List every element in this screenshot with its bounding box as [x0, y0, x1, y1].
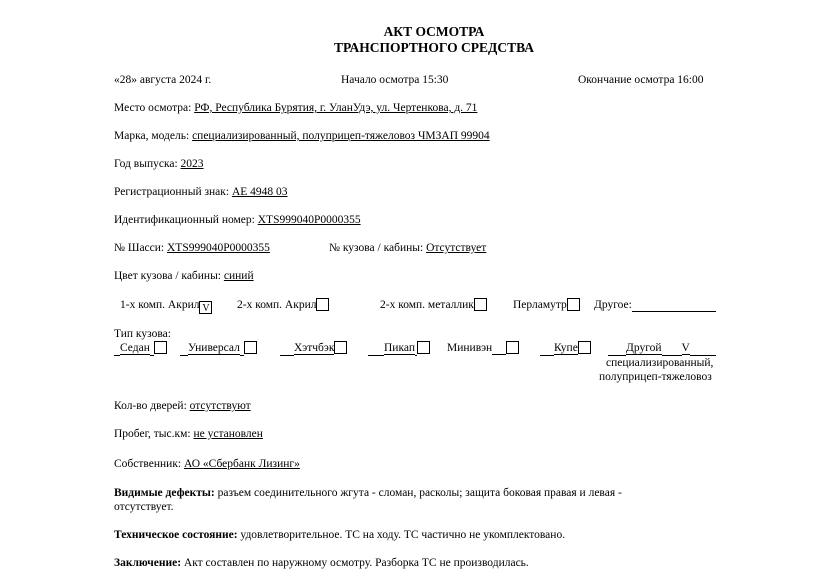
defects-value: разъем соединительного жгута - сломан, расколы; защита боковая правая и левая - отсутствует. — [114, 487, 622, 513]
paint-opt2-label: 2-х комп. Акрил — [237, 299, 317, 311]
universal-checkbox[interactable] — [244, 341, 257, 354]
tech-state-label: Техническое состояние: — [114, 529, 238, 541]
paint-opt3-checkbox[interactable] — [474, 298, 487, 311]
reg-plate-value: АЕ 4948 03 — [231, 186, 288, 198]
paint-opt1-label: 1-х комп. Акрил — [120, 299, 200, 311]
body-type-hatchback — [280, 341, 347, 356]
color-label: Цвет кузова / кабины: — [114, 270, 224, 282]
minivan-checkbox[interactable] — [506, 341, 519, 354]
sedan-label: Седан — [120, 342, 150, 354]
body-number-value: Отсутствует — [426, 242, 487, 254]
coupe-label: Купе — [554, 342, 578, 354]
color-value: синий — [223, 270, 254, 282]
title-line-1: АКТ ОСМОТРА — [383, 24, 485, 39]
paint-other-field[interactable] — [632, 298, 716, 312]
tech-state-value: удовлетворительное. ТС на ходу. ТС частично не укомплектовано. — [237, 529, 566, 541]
pickup-label: Пикап — [384, 342, 415, 354]
year-value: 2023 — [180, 158, 204, 170]
vin-label: Идентификационный номер: — [114, 214, 258, 226]
paint-opt1 — [120, 298, 212, 314]
minivan-label: Минивэн — [447, 342, 493, 354]
conclusion-label: Заключение: — [114, 557, 182, 569]
start-time: Начало осмотра 15:30 — [341, 74, 449, 86]
paint-opt3-label: 2-х комп. металлик — [380, 299, 474, 311]
place-row — [114, 101, 477, 115]
mileage-value: не установлен — [193, 428, 263, 440]
paint-opt1-checkbox[interactable]: V — [199, 301, 212, 314]
other-type-line1: специализированный, — [606, 357, 714, 369]
chassis-value: XTS999040P0000355 — [167, 242, 270, 254]
act-date: «28» августа 2024 г. — [114, 74, 212, 86]
pickup-checkbox[interactable] — [417, 341, 430, 354]
mileage-row — [114, 427, 263, 441]
doors-value: отсутствуют — [189, 400, 251, 412]
paint-opt4 — [513, 298, 580, 312]
body-type-label: Тип кузова: — [114, 328, 171, 340]
paint-opt3 — [380, 298, 487, 312]
place-label: Место осмотра: — [114, 102, 195, 114]
model-value: специализированный, полуприцеп-тяжеловоз ЧМЗАП 99904 — [192, 130, 490, 142]
conclusion-value: Акт составлен по наружному осмотру. Разборка ТС не производилась. — [181, 557, 529, 569]
owner-row — [114, 457, 300, 471]
reg-plate-row — [114, 185, 288, 199]
title-line-2: ТРАНСПОРТНОГО СРЕДСТВА — [333, 40, 534, 55]
other-type-line2: полуприцеп-тяжеловоз — [599, 371, 712, 383]
defects-paragraph — [114, 486, 674, 514]
conclusion-paragraph — [114, 556, 529, 570]
place-value: РФ, Республика Бурятия, г. УланУдэ, ул. Чертенкова, д. 71 — [194, 102, 478, 114]
other-label: Другой — [626, 342, 662, 354]
body-type-universal — [180, 341, 257, 356]
body-type-coupe — [540, 341, 591, 356]
paint-opt2-checkbox[interactable] — [316, 298, 329, 311]
year-label: Год выпуска: — [114, 158, 181, 170]
mileage-label: Пробег, тыс.км: — [114, 428, 194, 440]
paint-other — [594, 298, 716, 312]
owner-label: Собственник: — [114, 458, 184, 470]
paint-opt4-checkbox[interactable] — [567, 298, 580, 311]
tech-state-paragraph — [114, 528, 565, 542]
body-type-sedan — [114, 341, 167, 356]
body-number-label: № кузова / кабины: — [329, 242, 427, 254]
coupe-checkbox[interactable] — [578, 341, 591, 354]
vin-value: XTS999040P0000355 — [257, 214, 361, 226]
hatchback-checkbox[interactable] — [334, 341, 347, 354]
paint-opt2 — [237, 298, 329, 312]
model-label: Марка, модель: — [114, 130, 193, 142]
body-type-pickup — [368, 341, 430, 356]
end-time: Окончание осмотра 16:00 — [578, 74, 704, 86]
doors-label: Кол-во дверей: — [114, 400, 190, 412]
hatchback-label: Хэтчбэк — [294, 342, 335, 354]
vin-row — [114, 213, 361, 227]
sedan-checkbox[interactable] — [154, 341, 167, 354]
doors-row — [114, 399, 251, 413]
other-mark: V — [681, 342, 690, 354]
paint-opt4-label: Перламутр — [513, 299, 567, 311]
body-type-minivan — [447, 341, 519, 355]
chassis-label: № Шасси: — [114, 242, 167, 254]
body-number-row — [329, 241, 486, 255]
paint-other-label: Другое: — [594, 299, 632, 311]
chassis-row — [114, 241, 270, 255]
universal-label: Универсал — [188, 342, 240, 354]
owner-value: АО «Сбербанк Лизинг» — [184, 458, 300, 470]
model-row — [114, 129, 490, 143]
reg-plate-label: Регистрационный знак: — [114, 186, 232, 198]
year-row — [114, 157, 204, 171]
defects-label: Видимые дефекты: — [114, 487, 215, 499]
body-type-other — [608, 341, 716, 356]
color-row — [114, 269, 254, 283]
